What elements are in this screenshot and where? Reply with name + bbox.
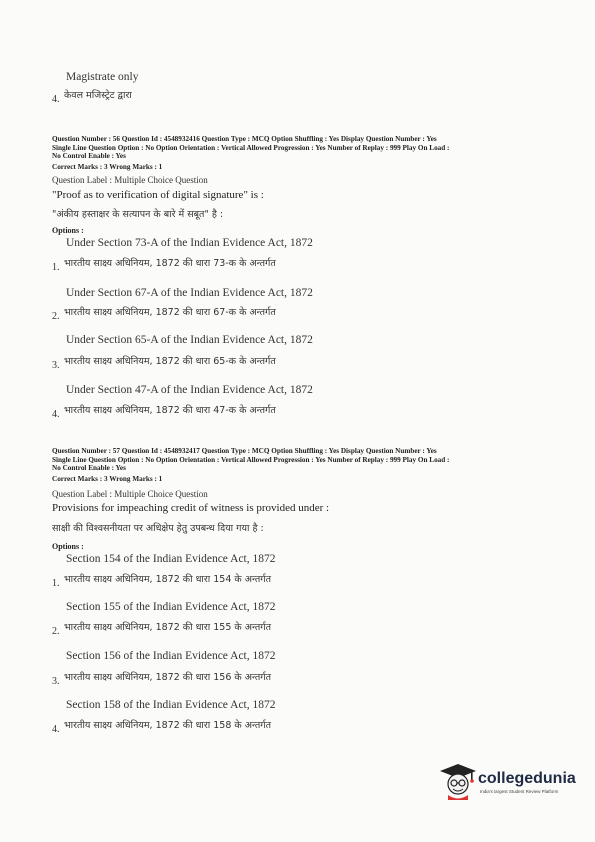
option-4-en: Section 158 of the Indian Evidence Act, 1872 [66, 699, 276, 711]
option-4-hi: भारतीय साक्ष्य अधिनियम, 1872 की धारा 158 के अन्तर्गत [64, 720, 272, 731]
option-1-en: Under Section 73-A of the Indian Evidence Act, 1872 [66, 237, 313, 249]
question-text-hi: "अंकीय हस्ताक्षर के सत्यापन के बारे में सबूत" है : [52, 209, 224, 220]
option-3-en: Under Section 65-A of the Indian Evidence Act, 1872 [66, 334, 313, 346]
option-1-number: 1. [52, 262, 60, 273]
option-2-number: 2. [52, 311, 60, 322]
prev-option-hi: केवल मजिस्ट्रेट द्वारा [64, 90, 132, 101]
option-1-hi: भारतीय साक्ष्य अधिनियम, 1872 की धारा 73-क के अन्तर्गत [64, 258, 276, 269]
logo-wordmark: collegedunia [478, 770, 576, 787]
question-57 [52, 447, 449, 483]
question-label: Question Label : Multiple Choice Question [52, 489, 208, 499]
option-1-number: 1. [52, 578, 60, 589]
option-3-en: Section 156 of the Indian Evidence Act, 1872 [66, 650, 276, 662]
prev-option-en: Magistrate only [66, 71, 139, 83]
option-4-number: 4. [52, 409, 60, 420]
question-meta-line: Question Number : 57 Question Id : 4548932417 Question Type : MCQ Option Shuffling : Yes Display Question Number : Yes [52, 447, 437, 455]
question-meta-line: No Control Enable : Yes [52, 152, 126, 161]
option-2-en: Under Section 67-A of the Indian Evidence Act, 1872 [66, 287, 313, 299]
option-2-hi: भारतीय साक्ष्य अधिनियम, 1872 की धारा 67-क के अन्तर्गत [64, 307, 276, 318]
option-3-number: 3. [52, 360, 60, 371]
logo-tagline: India's largest Student Review Platform [480, 789, 559, 794]
question-text-en: Provisions for impeaching credit of witness is provided under : [52, 502, 330, 514]
option-3-number: 3. [52, 676, 60, 687]
option-3-hi: भारतीय साक्ष्य अधिनियम, 1872 की धारा 65-क के अन्तर्गत [64, 356, 276, 367]
question-meta-line: Question Number : 56 Question Id : 4548932416 Question Type : MCQ Option Shuffling : Yes Display Question Number : Yes [52, 135, 437, 143]
question-text-hi: साक्षी की विश्वसनीयता पर अधिक्षेप हेतु उपबन्ध दिया गया है : [52, 523, 264, 534]
options-heading: Options : [52, 226, 84, 235]
option-4-en: Under Section 47-A of the Indian Evidence Act, 1872 [66, 384, 313, 396]
question-text-en: "Proof as to verification of digital signature" is : [52, 189, 264, 201]
marks-line: Correct Marks : 3 Wrong Marks : 1 [52, 474, 163, 483]
option-4-hi: भारतीय साक्ष्य अधिनियम, 1872 की धारा 47-क के अन्तर्गत [64, 405, 276, 416]
question-label: Question Label : Multiple Choice Question [52, 175, 208, 185]
option-4-number: 4. [52, 724, 60, 735]
graduate-mascot-icon [438, 762, 478, 802]
options-heading: Options : [52, 542, 84, 551]
option-3-hi: भारतीय साक्ष्य अधिनियम, 1872 की धारा 156 के अन्तर्गत [64, 672, 272, 683]
question-56 [52, 135, 449, 171]
option-1-en: Section 154 of the Indian Evidence Act, 1872 [66, 553, 276, 565]
option-1-hi: भारतीय साक्ष्य अधिनियम, 1872 की धारा 154 के अन्तर्गत [64, 574, 272, 585]
marks-line: Correct Marks : 3 Wrong Marks : 1 [52, 162, 163, 171]
option-2-hi: भारतीय साक्ष्य अधिनियम, 1872 की धारा 155 के अन्तर्गत [64, 622, 272, 633]
option-2-en: Section 155 of the Indian Evidence Act, 1872 [66, 601, 276, 613]
question-meta-line: Single Line Question Option : No Option Orientation : Vertical Allowed Progression : Yes Number of Replay : 999 Play On Load : [52, 455, 450, 464]
question-meta-line: Single Line Question Option : No Option Orientation : Vertical Allowed Progression : Yes Number of Replay : 999 Play On Load : [52, 143, 450, 152]
option-2-number: 2. [52, 626, 60, 637]
prev-option-number: 4. [52, 94, 60, 105]
question-meta-line: No Control Enable : Yes [52, 464, 126, 473]
